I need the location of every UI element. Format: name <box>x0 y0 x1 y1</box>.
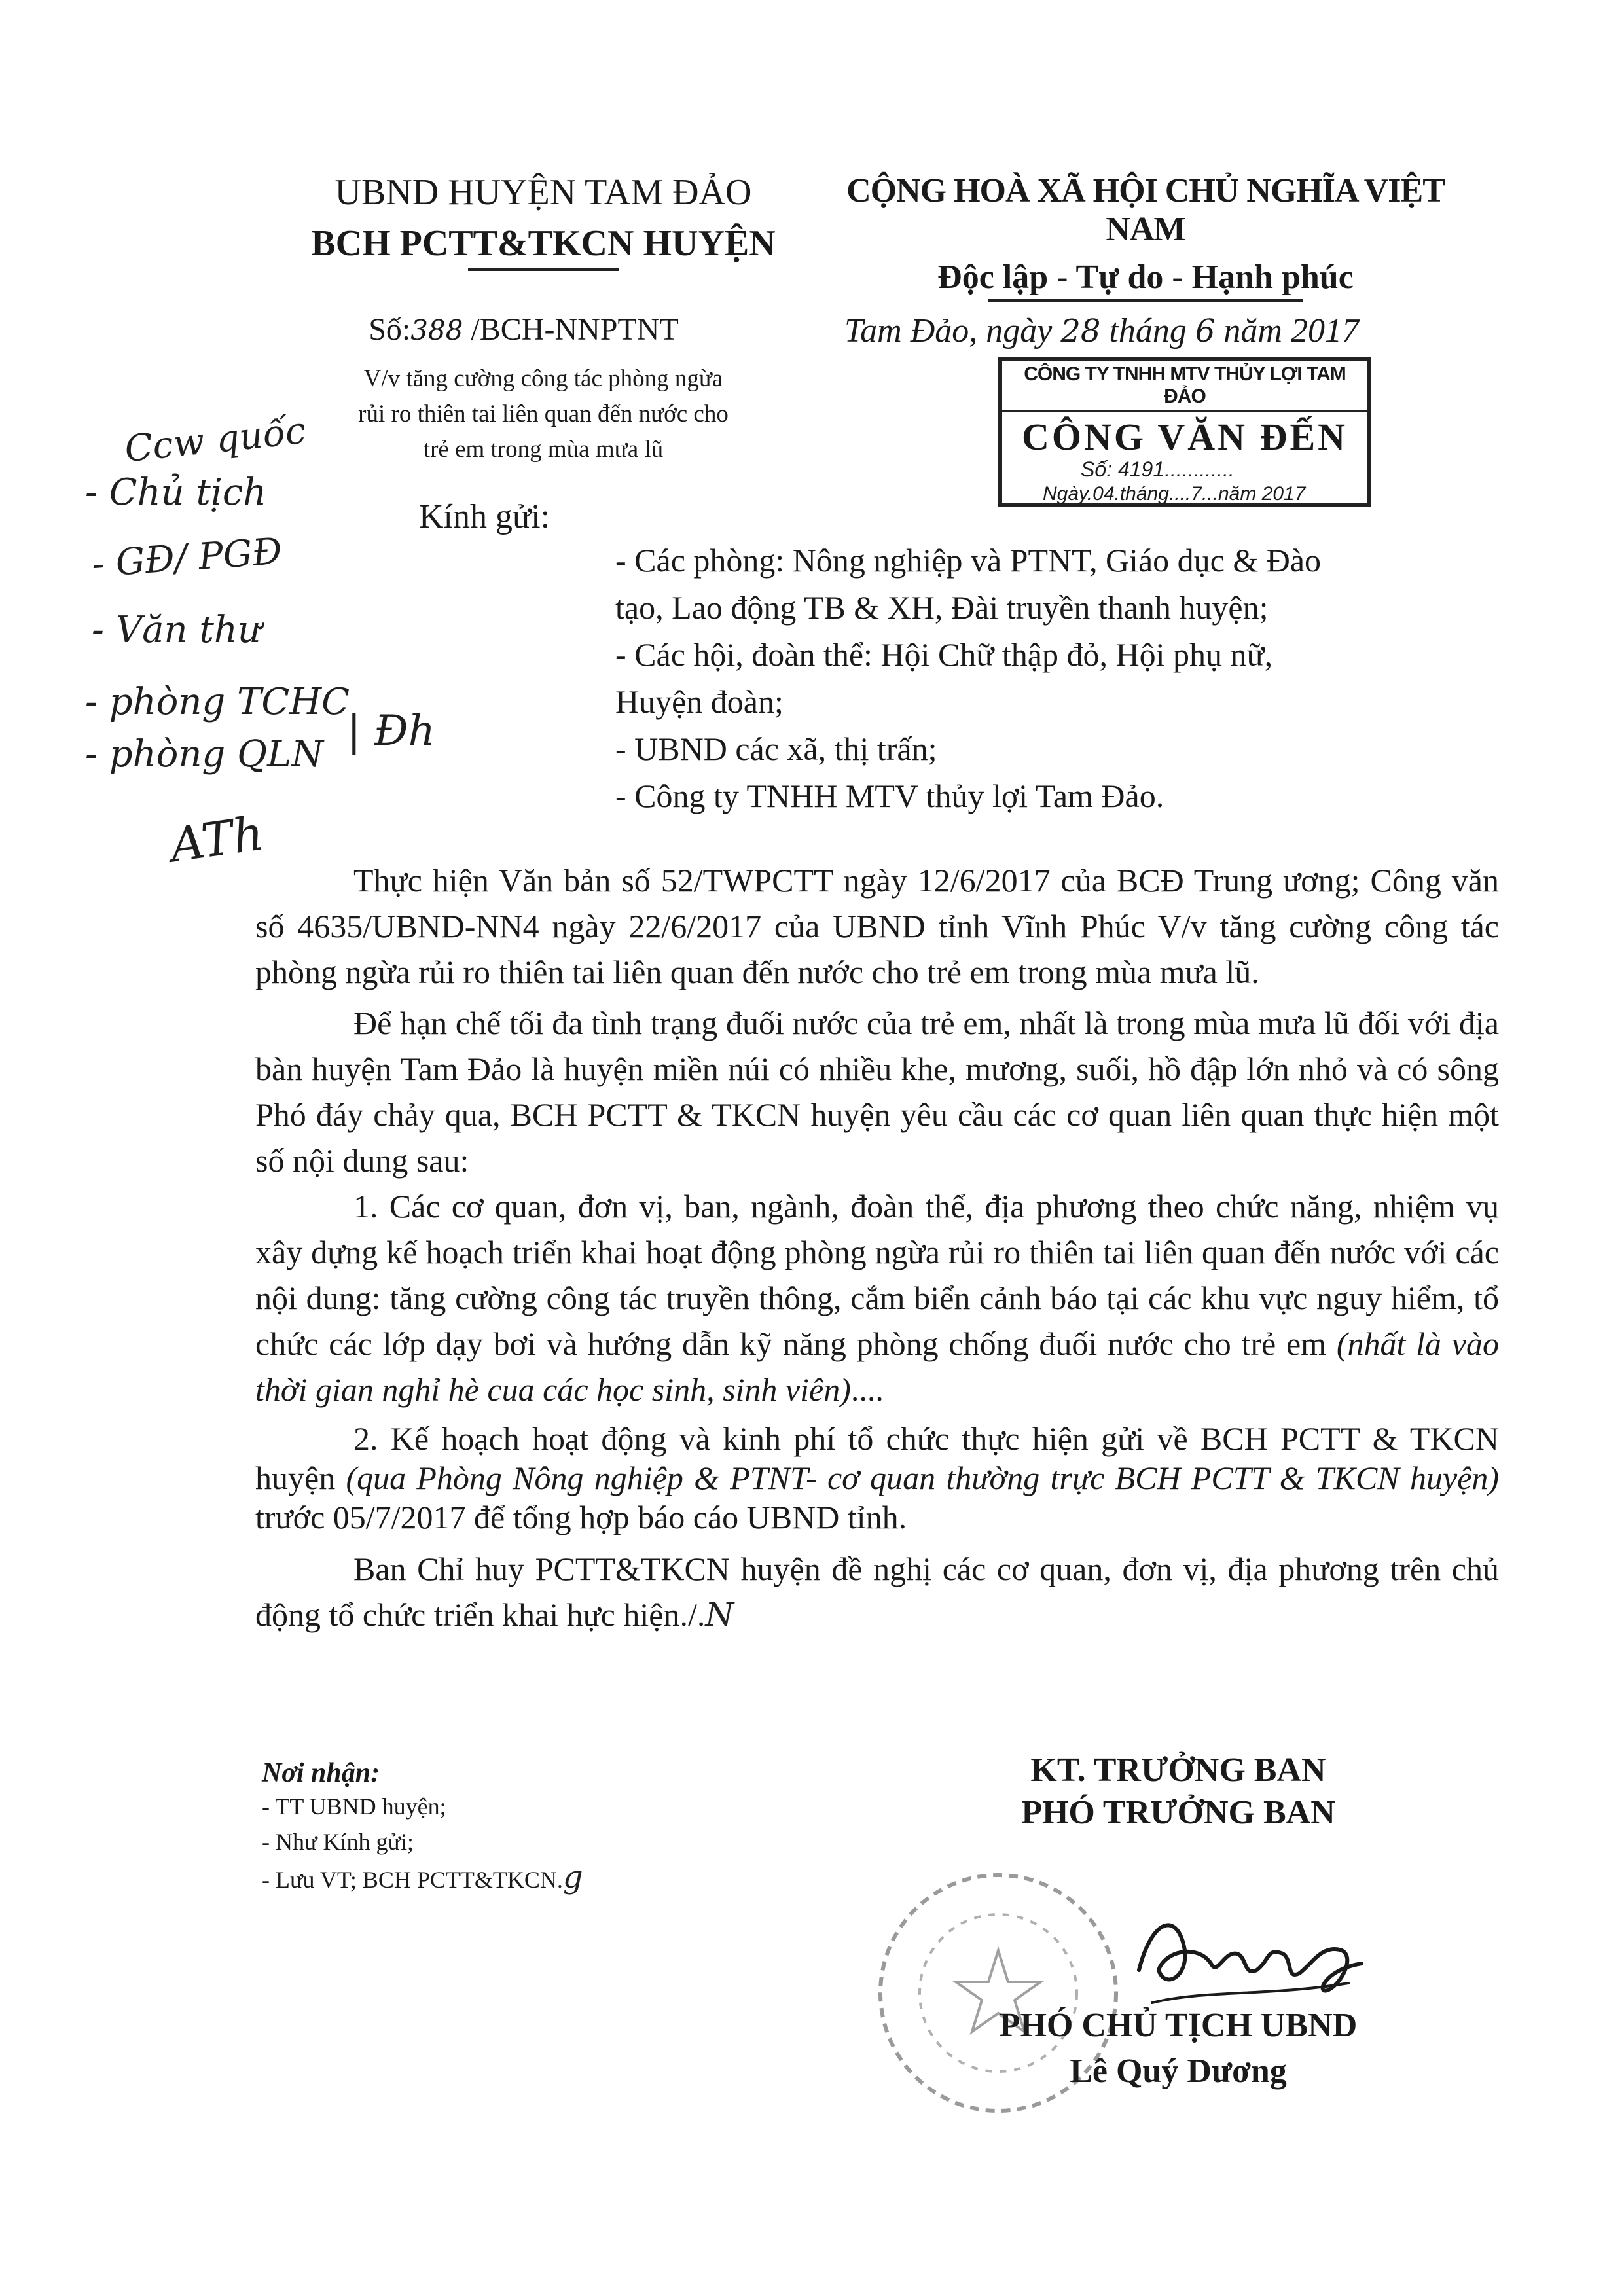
place-date <box>844 312 1473 350</box>
p3-italic: (nhất là vào thời gian nghỉ hè cua các học sinh, sinh viên) <box>255 1325 1499 1408</box>
national-motto <box>805 171 1486 302</box>
recipient-line: - Các phòng: Nông nghiệp và PTNT, Giáo dục & Đào <box>615 542 1322 579</box>
distribution-item <box>262 1859 851 1897</box>
signer-name: Lê Quý Dương <box>1070 2053 1287 2090</box>
stamp-company: CÔNG TY TNHH MTV THỦY LỢI TAM ĐẢO <box>1002 361 1367 412</box>
p4-text-a: 2. Kế hoạch hoạt động và kinh phí tổ chức thực hiện gửi về BCH PCTT & TKCN huyện <box>255 1420 1499 1496</box>
subject-line-3: trẻ em trong mùa mưa lũ <box>423 436 664 463</box>
p4-text-b: trước 05/7/2017 để tổng hợp báo cáo UBND tỉnh. <box>255 1499 907 1535</box>
agency-underline <box>468 268 619 271</box>
motto-underline <box>988 299 1303 302</box>
handwriting-line-5: - phòng TCHC <box>85 681 350 723</box>
recipient-line: Huyện đoàn; <box>615 683 784 720</box>
p3-text: 1. Các cơ quan, đơn vị, ban, ngành, đoàn thể, địa phương theo chức năng, nhiệm vụ xây dựng kế hoạch triển khai hoạt động phòng ngừa rủi ro thiên tai liên quan đến nước với các nội dung: tăng cường công tác truyền thông, cắm biển cảnh báo tại các khu vực nguy hiểm, tổ chức các lớp dạy bơi và hướng dẫn kỹ năng phòng chống đuối nước cho trẻ em <box>255 1188 1499 1362</box>
body-paragraph-2: Để hạn chế tối đa tình trạng đuối nước của trẻ em, nhất là trong mùa mưa lũ đối với địa bàn huyện Tam Đảo là huyện miền núi có nhiều khe, mương, suối, hồ đập lớn nhỏ và có sông Phó đáy chảy qua, BCH PCTT & TKCN huyện yêu cầu các cơ quan liên quan thực hiện một số nội dung sau: <box>255 1005 1499 1179</box>
recipient-line: tạo, Lao động TB & XH, Đài truyền thanh huyện; <box>615 589 1269 626</box>
handwriting-line-2: - Chủ tịch <box>85 471 267 514</box>
body-paragraph-1: Thực hiện Văn bản số 52/TWPCTT ngày 12/6/2017 của BCĐ Trung ương; Công văn số 4635/UBND-NN4 ngày 22/6/2017 của UBND tỉnh Vĩnh Phúc V/v tăng cường công tác phòng ngừa rủi ro thiên tai liên quan đến nước cho trẻ em trong mùa mưa lũ. <box>255 862 1499 990</box>
nation-line-2: Độc lập - Tự do - Hạnh phúc <box>937 259 1354 296</box>
handwriting-line-3: - GĐ/ PGĐ <box>90 529 283 586</box>
doc-number-handwritten: 388 <box>410 314 463 346</box>
document-number <box>275 312 772 348</box>
handwritten-routing-notes <box>85 409 491 890</box>
sign-line-2: PHÓ TRƯỞNG BAN <box>1021 1794 1335 1831</box>
recipient-line: - Các hội, đoàn thể: Hội Chữ thập đỏ, Hội phụ nữ, <box>615 636 1273 673</box>
handwritten-signature <box>1126 1892 1388 2022</box>
p3-end: .... <box>850 1371 884 1408</box>
distribution-item: - Như Kính gửi; <box>262 1829 414 1855</box>
date-day: 28 <box>1060 313 1101 350</box>
stamp-date: Ngày.04.tháng....7...năm 2017 <box>1043 483 1306 505</box>
recipient-list <box>615 537 1519 819</box>
date-part-2: tháng <box>1100 312 1195 350</box>
document-body <box>255 857 1499 1638</box>
issuing-agency <box>249 171 838 271</box>
date-part-1: Tam Đảo, ngày <box>844 312 1061 350</box>
date-part-3: năm 2017 <box>1215 312 1359 350</box>
distribution-item: - TT UBND huyện; <box>262 1793 446 1820</box>
p4-italic: (qua Phòng Nông nghiệp & PTNT- cơ quan thường trực BCH PCTT & TKCN huyện) <box>346 1460 1499 1496</box>
subject-line-2: rủi ro thiên tai liên quan đến nước cho <box>358 401 729 427</box>
recipient-line: - UBND các xã, thị trấn; <box>615 730 937 767</box>
agency-line-2: BCH PCTT&TKCN HUYỆN <box>311 223 776 264</box>
date-month: 6 <box>1195 313 1216 350</box>
incoming-document-stamp <box>998 357 1371 507</box>
distribution-title: Nơi nhận: <box>262 1758 380 1788</box>
recipient-line: - Công ty TNHH MTV thủy lợi Tam Đảo. <box>615 778 1164 814</box>
distribution-initial-mark: g <box>562 1859 583 1895</box>
handwriting-line-8: ATh <box>166 805 267 873</box>
doc-number-suffix: /BCH-NNPTNT <box>463 312 679 347</box>
handwriting-line-6: - phòng QLN <box>85 733 324 776</box>
stamp-title: CÔNG VĂN ĐẾN <box>1021 416 1348 458</box>
distribution-list <box>262 1757 851 1897</box>
handwriting-line-4: - Văn thư <box>92 609 262 651</box>
handwriting-line-1: Ccw quốc <box>122 409 308 471</box>
body-paragraph-4 <box>255 1419 1499 1537</box>
body-paragraph-5 <box>255 1546 1499 1638</box>
subject-line-1: V/v tăng cường công tác phòng ngừa <box>363 365 723 392</box>
body-paragraph-3 <box>255 1183 1499 1412</box>
signature-block <box>890 1751 1466 1832</box>
nation-line-1: CỘNG HOÀ XÃ HỘI CHỦ NGHĨA VIỆT NAM <box>846 172 1445 248</box>
doc-number-prefix: Số: <box>369 312 411 347</box>
stamp-number: Số: 4191............ <box>1081 457 1235 481</box>
sign-line-1: KT. TRƯỞNG BAN <box>1030 1751 1326 1789</box>
p5-text: Ban Chỉ huy PCTT&TKCN huyện đề nghị các cơ quan, đơn vị, địa phương trên chủ động tổ chức triển khai hực hiện./. <box>255 1551 1499 1633</box>
greeting-label: Kính gửi: <box>419 498 550 535</box>
p5-initial-mark: N <box>705 1596 734 1634</box>
handwriting-line-7: | Đh <box>347 707 435 755</box>
distribution-item-text: - Lưu VT; BCH PCTT&TKCN. <box>262 1867 563 1893</box>
signer-title: PHÓ CHỦ TỊCH UBND <box>999 2007 1358 2044</box>
agency-line-1: UBND HUYỆN TAM ĐẢO <box>334 172 752 213</box>
